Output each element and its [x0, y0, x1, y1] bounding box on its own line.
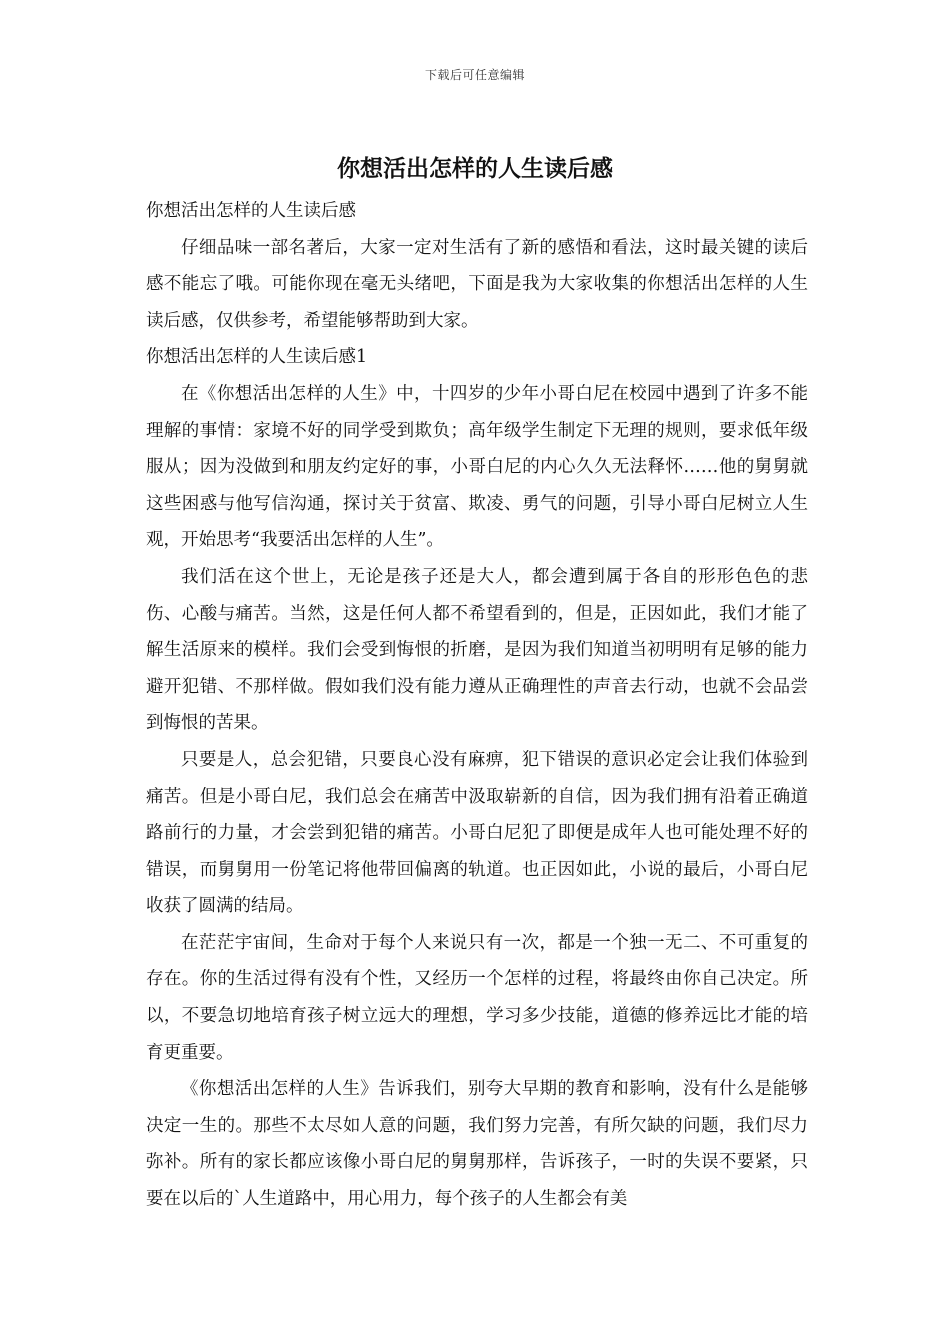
body-paragraph: 《你想活出怎样的人生》告诉我们，别夸大早期的教育和影响，没有什么是能够决定一生的。那些不太尽如人意的问题，我们努力完善，有所欠缺的问题，我们尽力弥补。所有的家长都应该像小哥白尼的舅舅那样，告诉孩子，一时的失误不要紧，只要在以后的`人生道路中，用心用力，每个孩子的人生都会有美	[146, 1079, 808, 1210]
section-heading: 你想活出怎样的人生读后感1	[146, 347, 368, 368]
intro-paragraph: 仔细品味一部名著后，大家一定对生活有了新的感悟和看法，这时最关键的读后感不能忘了哦。可能你现在毫无头绪吧，下面是我为大家收集的你想活出怎样的人生读后感，仅供参考，希望能够帮助到大家。	[146, 237, 808, 331]
body-paragraph: 在《你想活出怎样的人生》中，十四岁的少年小哥白尼在校园中遇到了许多不能理解的事情：家境不好的同学受到欺负；高年级学生制定下无理的规则，要求低年级服从；因为没做到和朋友约定好的事，小哥白尼的内心久久无法释怀……他的舅舅就这些困惑与他写信沟通，探讨关于贫富、欺凌、勇气的问题，引导小哥白尼树立人生观，开始思考“我要活出怎样的人生”。	[146, 383, 808, 551]
document-body	[146, 193, 808, 1218]
body-paragraph: 我们活在这个世上，无论是孩子还是大人，都会遭到属于各自的形形色色的悲伤、心酸与痛苦。当然，这是任何人都不希望看到的，但是，正因如此，我们才能了解生活原来的模样。我们会受到悔恨的折磨，是因为我们知道当初明明有足够的能力避开犯错、不那样做。假如我们没有能力遵从正确理性的声音去行动，也就不会品尝到悔恨的苦果。	[146, 566, 808, 734]
subtitle-line: 你想活出怎样的人生读后感	[146, 201, 356, 221]
document-title: 你想活出怎样的人生读后感	[337, 155, 613, 182]
header-note: 下载后可任意编辑	[424, 68, 525, 82]
body-paragraph: 只要是人，总会犯错，只要良心没有麻痹，犯下错误的意识必定会让我们体验到痛苦。但是小哥白尼，我们总会在痛苦中汲取崭新的自信，因为我们拥有沿着正确道路前行的力量，才会尝到犯错的痛苦。小哥白尼犯了即便是成年人也可能处理不好的错误，而舅舅用一份笔记将他带回偏离的轨道。也正因如此，小说的最后，小哥白尼收获了圆满的结局。	[146, 749, 808, 917]
body-paragraph: 在茫茫宇宙间，生命对于每个人来说只有一次，都是一个独一无二、不可重复的存在。你的生活过得有没有个性，又经历一个怎样的过程，将最终由你自己决定。所以，不要急切地培育孩子树立远大的理想，学习多少技能，道德的修养远比才能的培育更重要。	[146, 932, 808, 1063]
